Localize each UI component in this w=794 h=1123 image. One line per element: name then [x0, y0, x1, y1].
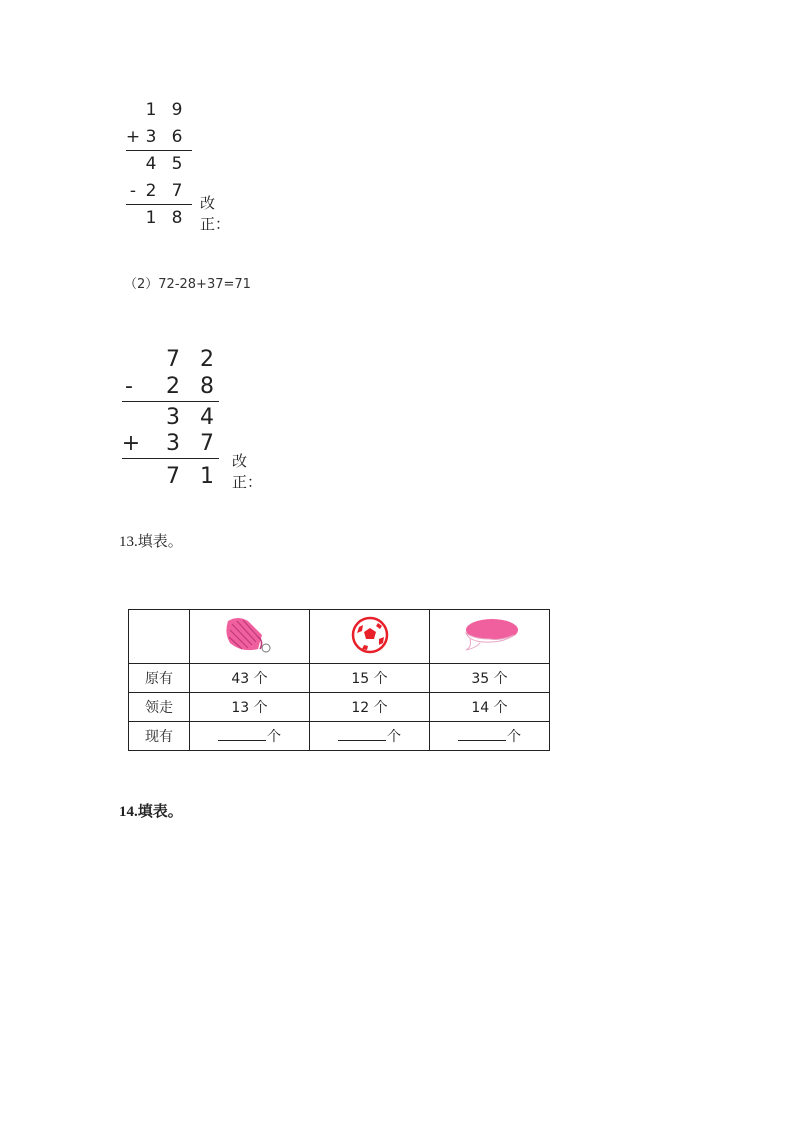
digit: 7 — [200, 431, 214, 456]
digit: 2 — [200, 347, 214, 372]
shuttlecock-cell — [190, 610, 310, 664]
balloon-cell — [430, 610, 550, 664]
answer-cell[interactable] — [310, 722, 430, 751]
operator: + — [125, 127, 141, 147]
table-cell: 43 个 — [190, 664, 310, 693]
soccer-ball-cell — [310, 610, 430, 664]
digit: 8 — [200, 374, 214, 399]
unit-label: 个 — [507, 729, 521, 745]
empty-corner-cell — [129, 610, 190, 664]
digit: 7 — [171, 181, 183, 201]
digit: 7 — [166, 347, 180, 372]
answer-cell[interactable] — [430, 722, 550, 751]
unit-label: 个 — [387, 729, 401, 745]
digit: 8 — [171, 208, 183, 228]
table-cell: 13 个 — [190, 693, 310, 722]
digit: 1 — [145, 208, 157, 228]
digit: 3 — [145, 127, 157, 147]
digit: 1 — [200, 464, 214, 489]
table-row — [129, 664, 550, 693]
shuttlecock-icon — [222, 643, 278, 659]
table-cell: 14 个 — [430, 693, 550, 722]
row-label: 领走 — [129, 693, 190, 722]
digit: 2 — [166, 374, 180, 399]
answer-blank[interactable] — [218, 728, 266, 741]
unit-label: 个 — [267, 729, 281, 745]
row-label: 现有 — [129, 722, 190, 751]
question-13-title: 13.填表。 — [119, 534, 183, 550]
digit: 2 — [145, 181, 157, 201]
answer-blank[interactable] — [458, 728, 506, 741]
table-row — [129, 722, 550, 751]
digit: 4 — [200, 405, 214, 430]
result-line — [122, 401, 219, 402]
soccer-ball-icon — [350, 643, 390, 659]
table-header-row — [129, 610, 550, 664]
operator: - — [129, 181, 137, 201]
correction-label: 改正： — [200, 194, 231, 233]
table-row — [129, 693, 550, 722]
table-cell: 15 个 — [310, 664, 430, 693]
digit: 5 — [171, 154, 183, 174]
digit: 6 — [171, 127, 183, 147]
digit: 3 — [166, 431, 180, 456]
answer-cell[interactable] — [190, 722, 310, 751]
digit: 1 — [145, 100, 157, 120]
operator: - — [125, 374, 133, 399]
sub-question-2: （2）72-28+37=71 — [124, 277, 251, 292]
digit: 4 — [145, 154, 157, 174]
table-cell: 12 个 — [310, 693, 430, 722]
result-line — [126, 204, 192, 205]
operator: + — [121, 431, 141, 456]
digit: 7 — [166, 464, 180, 489]
fill-in-table — [128, 609, 550, 751]
table-cell: 35 个 — [430, 664, 550, 693]
digit: 3 — [166, 405, 180, 430]
correction-label: 改正： — [232, 452, 263, 491]
digit: 9 — [171, 100, 183, 120]
answer-blank[interactable] — [338, 728, 386, 741]
question-14-title: 14.填表。 — [119, 804, 183, 820]
speech-balloon-icon — [460, 641, 520, 657]
row-label: 原有 — [129, 664, 190, 693]
result-line — [126, 150, 192, 151]
result-line — [122, 458, 219, 459]
